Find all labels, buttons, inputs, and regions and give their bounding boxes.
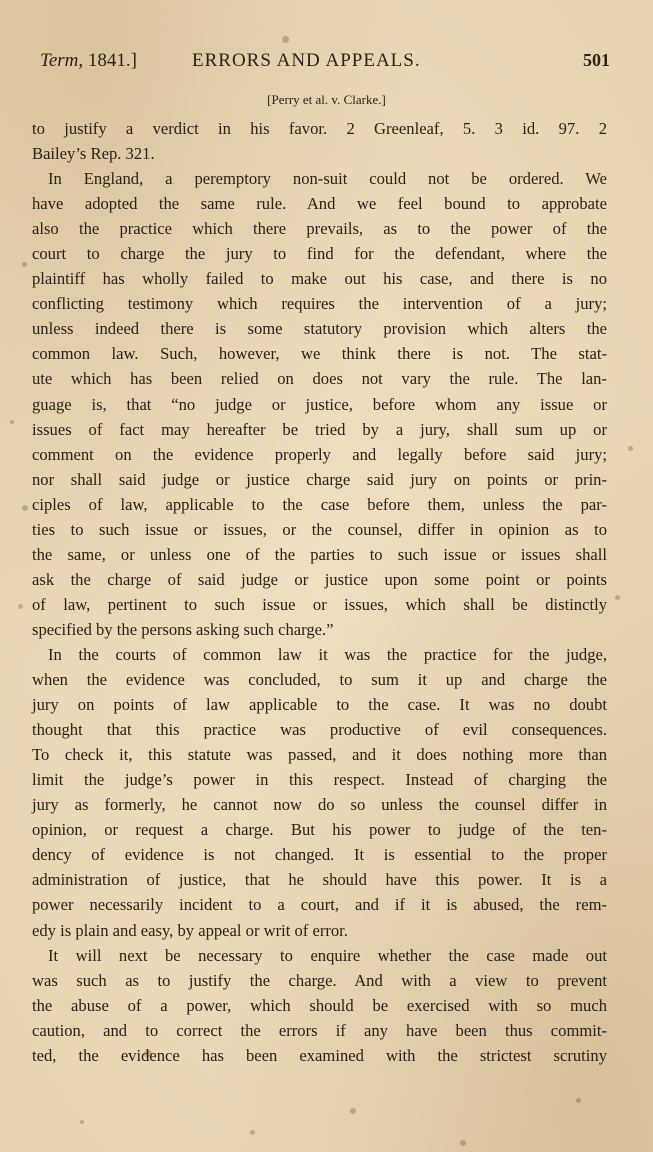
- text-line: ciples of law, applicable to the case before them, unless the par-: [32, 494, 607, 514]
- text-line: have adopted the same rule. And we feel bound to approbate: [32, 194, 607, 214]
- foxing-spot: [576, 1098, 581, 1103]
- text-line: jury as formerly, he cannot now do so unless the counsel differ in: [32, 795, 607, 815]
- text-line: ute which has been relied on does not vary the rule. The lan-: [32, 369, 607, 389]
- body-text: [32, 116, 607, 1068]
- header-title: ERRORS AND APPEALS.: [192, 50, 421, 71]
- text-line: unless indeed there is some statutory provision which alters the: [32, 319, 607, 339]
- text-line: of law, pertinent to such issue or issues, which shall be distinctly: [32, 594, 607, 614]
- text-line: jury on points of law applicable to the case. It was no doubt: [32, 695, 607, 715]
- text-line: ask the charge of said judge or justice upon some point or points: [32, 569, 607, 589]
- foxing-spot: [250, 1130, 255, 1135]
- text-line: common law. Such, however, we think there is not. The stat-: [32, 344, 607, 364]
- text-line: nor shall said judge or justice charge said jury on points or prin-: [32, 469, 607, 489]
- text-line: Bailey’s Rep. 321.: [32, 144, 155, 164]
- case-reference: [Perry et al. v. Clarke.]: [267, 92, 386, 107]
- page-number: 501: [583, 50, 610, 70]
- header-term: [40, 50, 137, 72]
- text-line: caution, and to correct the errors if any have been thus commit-: [32, 1020, 607, 1040]
- foxing-spot: [350, 1108, 356, 1114]
- foxing-spot: [282, 36, 289, 43]
- text-line: It will next be necessary to enquire whether the case made out: [48, 945, 607, 965]
- text-line: To check it, this statute was passed, and it does nothing more than: [32, 745, 607, 765]
- text-line: ties to such issue or issues, or the counsel, differ in opinion as to: [32, 519, 607, 539]
- text-line: power necessarily incident to a court, and if it is abused, the rem-: [32, 895, 607, 915]
- foxing-spot: [18, 604, 23, 609]
- text-line: was such as to justify the charge. And with a view to prevent: [32, 970, 607, 990]
- text-line: plaintiff has wholly failed to make out his case, and there is no: [32, 269, 607, 289]
- header-term-word: Term,: [40, 50, 84, 71]
- text-line: dency of evidence is not changed. It is essential to the proper: [32, 845, 607, 865]
- foxing-spot: [22, 262, 27, 267]
- foxing-spot: [22, 505, 28, 511]
- text-line: In England, a peremptory non-suit could not be ordered. We: [48, 169, 607, 189]
- text-line: comment on the evidence properly and legally before said jury;: [32, 444, 607, 464]
- text-line: specified by the persons asking such charge.”: [32, 619, 334, 639]
- foxing-spot: [10, 420, 14, 424]
- text-line: In the courts of common law it was the practice for the judge,: [48, 644, 607, 664]
- text-line: court to charge the jury to find for the defendant, where the: [32, 244, 607, 264]
- text-line: ted, the evidence has been examined with the strictest scrutiny: [32, 1045, 607, 1065]
- text-line: edy is plain and easy, by appeal or writ of error.: [32, 920, 348, 940]
- foxing-spot: [615, 595, 620, 600]
- header-term-year: 1841.]: [87, 50, 137, 71]
- text-line: also the practice which there prevails, as to the power of the: [32, 219, 607, 239]
- foxing-spot: [628, 446, 633, 451]
- text-line: thought that this practice was productive of evil consequences.: [32, 720, 607, 740]
- text-line: when the evidence was concluded, to sum it up and charge the: [32, 670, 607, 690]
- foxing-spot: [460, 1140, 466, 1146]
- text-line: the abuse of a power, which should be exercised with so much: [32, 995, 607, 1015]
- text-line: the same, or unless one of the parties to such issue or issues shall: [32, 544, 607, 564]
- text-line: issues of fact may hereafter be tried by a jury, shall sum up or: [32, 419, 607, 439]
- text-line: conflicting testimony which requires the intervention of a jury;: [32, 294, 607, 314]
- text-line: administration of justice, that he should have this power. It is a: [32, 870, 607, 890]
- running-header: [40, 50, 610, 78]
- foxing-spot: [80, 1120, 84, 1124]
- text-line: guage is, that “no judge or justice, before whom any issue or: [32, 394, 607, 414]
- text-line: limit the judge’s power in this respect. Instead of charging the: [32, 770, 607, 790]
- text-line: to justify a verdict in his favor. 2 Greenleaf, 5. 3 id. 97. 2: [32, 119, 607, 138]
- text-line: opinion, or request a charge. But his power to judge of the ten-: [32, 820, 607, 840]
